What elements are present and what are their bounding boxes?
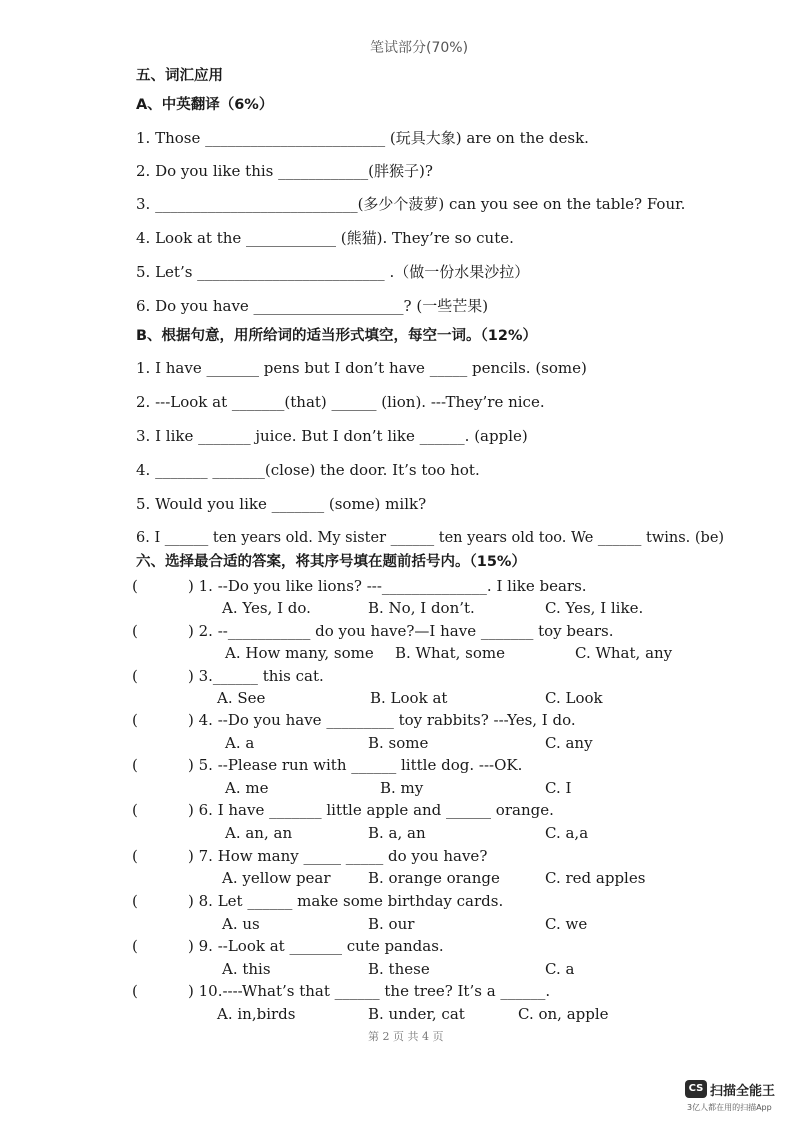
option-c: C. any [545, 734, 593, 752]
answer-paren: ( [132, 622, 138, 640]
answer-paren: ( [132, 937, 138, 955]
option-b: B. some [368, 734, 429, 752]
option-c: C. Yes, I like. [545, 599, 644, 617]
scanner-logo-icon: CS [685, 1080, 707, 1098]
question-text: ) 10.----What’s that ______ the tree? It’s a ______. [188, 982, 551, 1000]
question-text: ) 1. --Do you like lions? ---______________. I like bears. [188, 577, 587, 595]
question-text: ) 4. --Do you have _________ toy rabbits? ---Yes, I do. [188, 711, 576, 729]
option-b: B. Look at [370, 689, 448, 707]
option-b: B. under, cat [368, 1005, 465, 1023]
option-c: C. a,a [545, 824, 589, 842]
part-a-item: 1. Those ________________________ (玩具大象) are on the desk. [136, 129, 589, 147]
answer-paren: ( [132, 801, 138, 819]
option-c: C. a [545, 960, 575, 978]
option-b: B. a, an [368, 824, 426, 842]
part-a-item: 2. Do you like this ____________(胖猴子)? [136, 162, 433, 180]
option-a: A. See [217, 689, 266, 707]
part-a-item: 6. Do you have ____________________? (一些芒果) [136, 297, 489, 315]
answer-paren: ( [132, 756, 138, 774]
question-text: ) 2. --___________ do you have?—I have _______ toy bears. [188, 622, 614, 640]
page-footer: 第 2 页 共 4 页 [368, 1030, 444, 1043]
option-a: A. How many, some [225, 644, 374, 662]
answer-paren: ( [132, 577, 138, 595]
answer-paren: ( [132, 711, 138, 729]
option-a: A. this [222, 960, 271, 978]
option-b: B. these [368, 960, 430, 978]
part-b-item: 2. ---Look at _______(that) ______ (lion). ---They’re nice. [136, 393, 545, 411]
option-c: C. What, any [575, 644, 673, 662]
option-b: B. our [368, 915, 415, 933]
option-b: B. orange orange [368, 869, 500, 887]
option-a: A. a [225, 734, 255, 752]
answer-paren: ( [132, 847, 138, 865]
question-text: ) 6. I have _______ little apple and ______ orange. [188, 801, 554, 819]
page-title: 笔试部分(70%) [370, 40, 469, 56]
option-c: C. I [545, 779, 572, 797]
question-text: ) 3.______ this cat. [188, 667, 324, 685]
scanner-brand: 扫描全能王 [710, 1084, 776, 1099]
answer-paren: ( [132, 892, 138, 910]
scanner-tagline: 3亿人都在用的扫描App [687, 1103, 772, 1112]
option-a: A. an, an [225, 824, 293, 842]
part-b-item: 5. Would you like _______ (some) milk? [136, 495, 427, 513]
part-b-item: 6. I ______ ten years old. My sister ______ ten years old too. We ______ twins. (be) [136, 530, 725, 546]
section-6-heading: 六、选择最合适的答案，将其序号填在题前括号内。（15%） [136, 554, 526, 570]
option-b: B. No, I don’t. [368, 599, 475, 617]
question-text: ) 5. --Please run with ______ little dog. ---OK. [188, 756, 523, 774]
part-b-item: 1. I have _______ pens but I don’t have _____ pencils. (some) [136, 359, 587, 377]
option-a: A. Yes, I do. [222, 599, 311, 617]
section-5-heading: 五、词汇应用 [136, 68, 223, 84]
option-a: A. in,birds [217, 1005, 296, 1023]
option-c: C. we [545, 915, 588, 933]
option-c: C. Look [545, 689, 603, 707]
option-a: A. me [225, 779, 269, 797]
answer-paren: ( [132, 982, 138, 1000]
option-c: C. red apples [545, 869, 646, 887]
question-text: ) 9. --Look at _______ cute pandas. [188, 937, 444, 955]
part-b-item: 3. I like _______ juice. But I don’t like ______. (apple) [136, 427, 528, 445]
option-a: A. yellow pear [222, 869, 331, 887]
option-a: A. us [222, 915, 260, 933]
option-b: B. What, some [395, 644, 505, 662]
part-a-heading: A、中英翻译（6%） [136, 97, 274, 113]
part-a-item: 5. Let’s _________________________ .（做一份水果沙拉） [136, 263, 530, 281]
part-a-item: 3. ___________________________(多少个菠萝) can you see on the table? Four. [136, 195, 686, 213]
option-b: B. my [380, 779, 424, 797]
option-c: C. on, apple [518, 1005, 609, 1023]
part-b-item: 4. _______ _______(close) the door. It’s too hot. [136, 461, 480, 479]
part-b-heading: B、根据句意，用所给词的适当形式填空，每空一词。（12%） [136, 328, 538, 344]
question-text: ) 8. Let ______ make some birthday cards. [188, 892, 504, 910]
question-text: ) 7. How many _____ _____ do you have? [188, 847, 488, 865]
part-a-item: 4. Look at the ____________ (熊猫). They’re so cute. [136, 229, 514, 247]
answer-paren: ( [132, 667, 138, 685]
